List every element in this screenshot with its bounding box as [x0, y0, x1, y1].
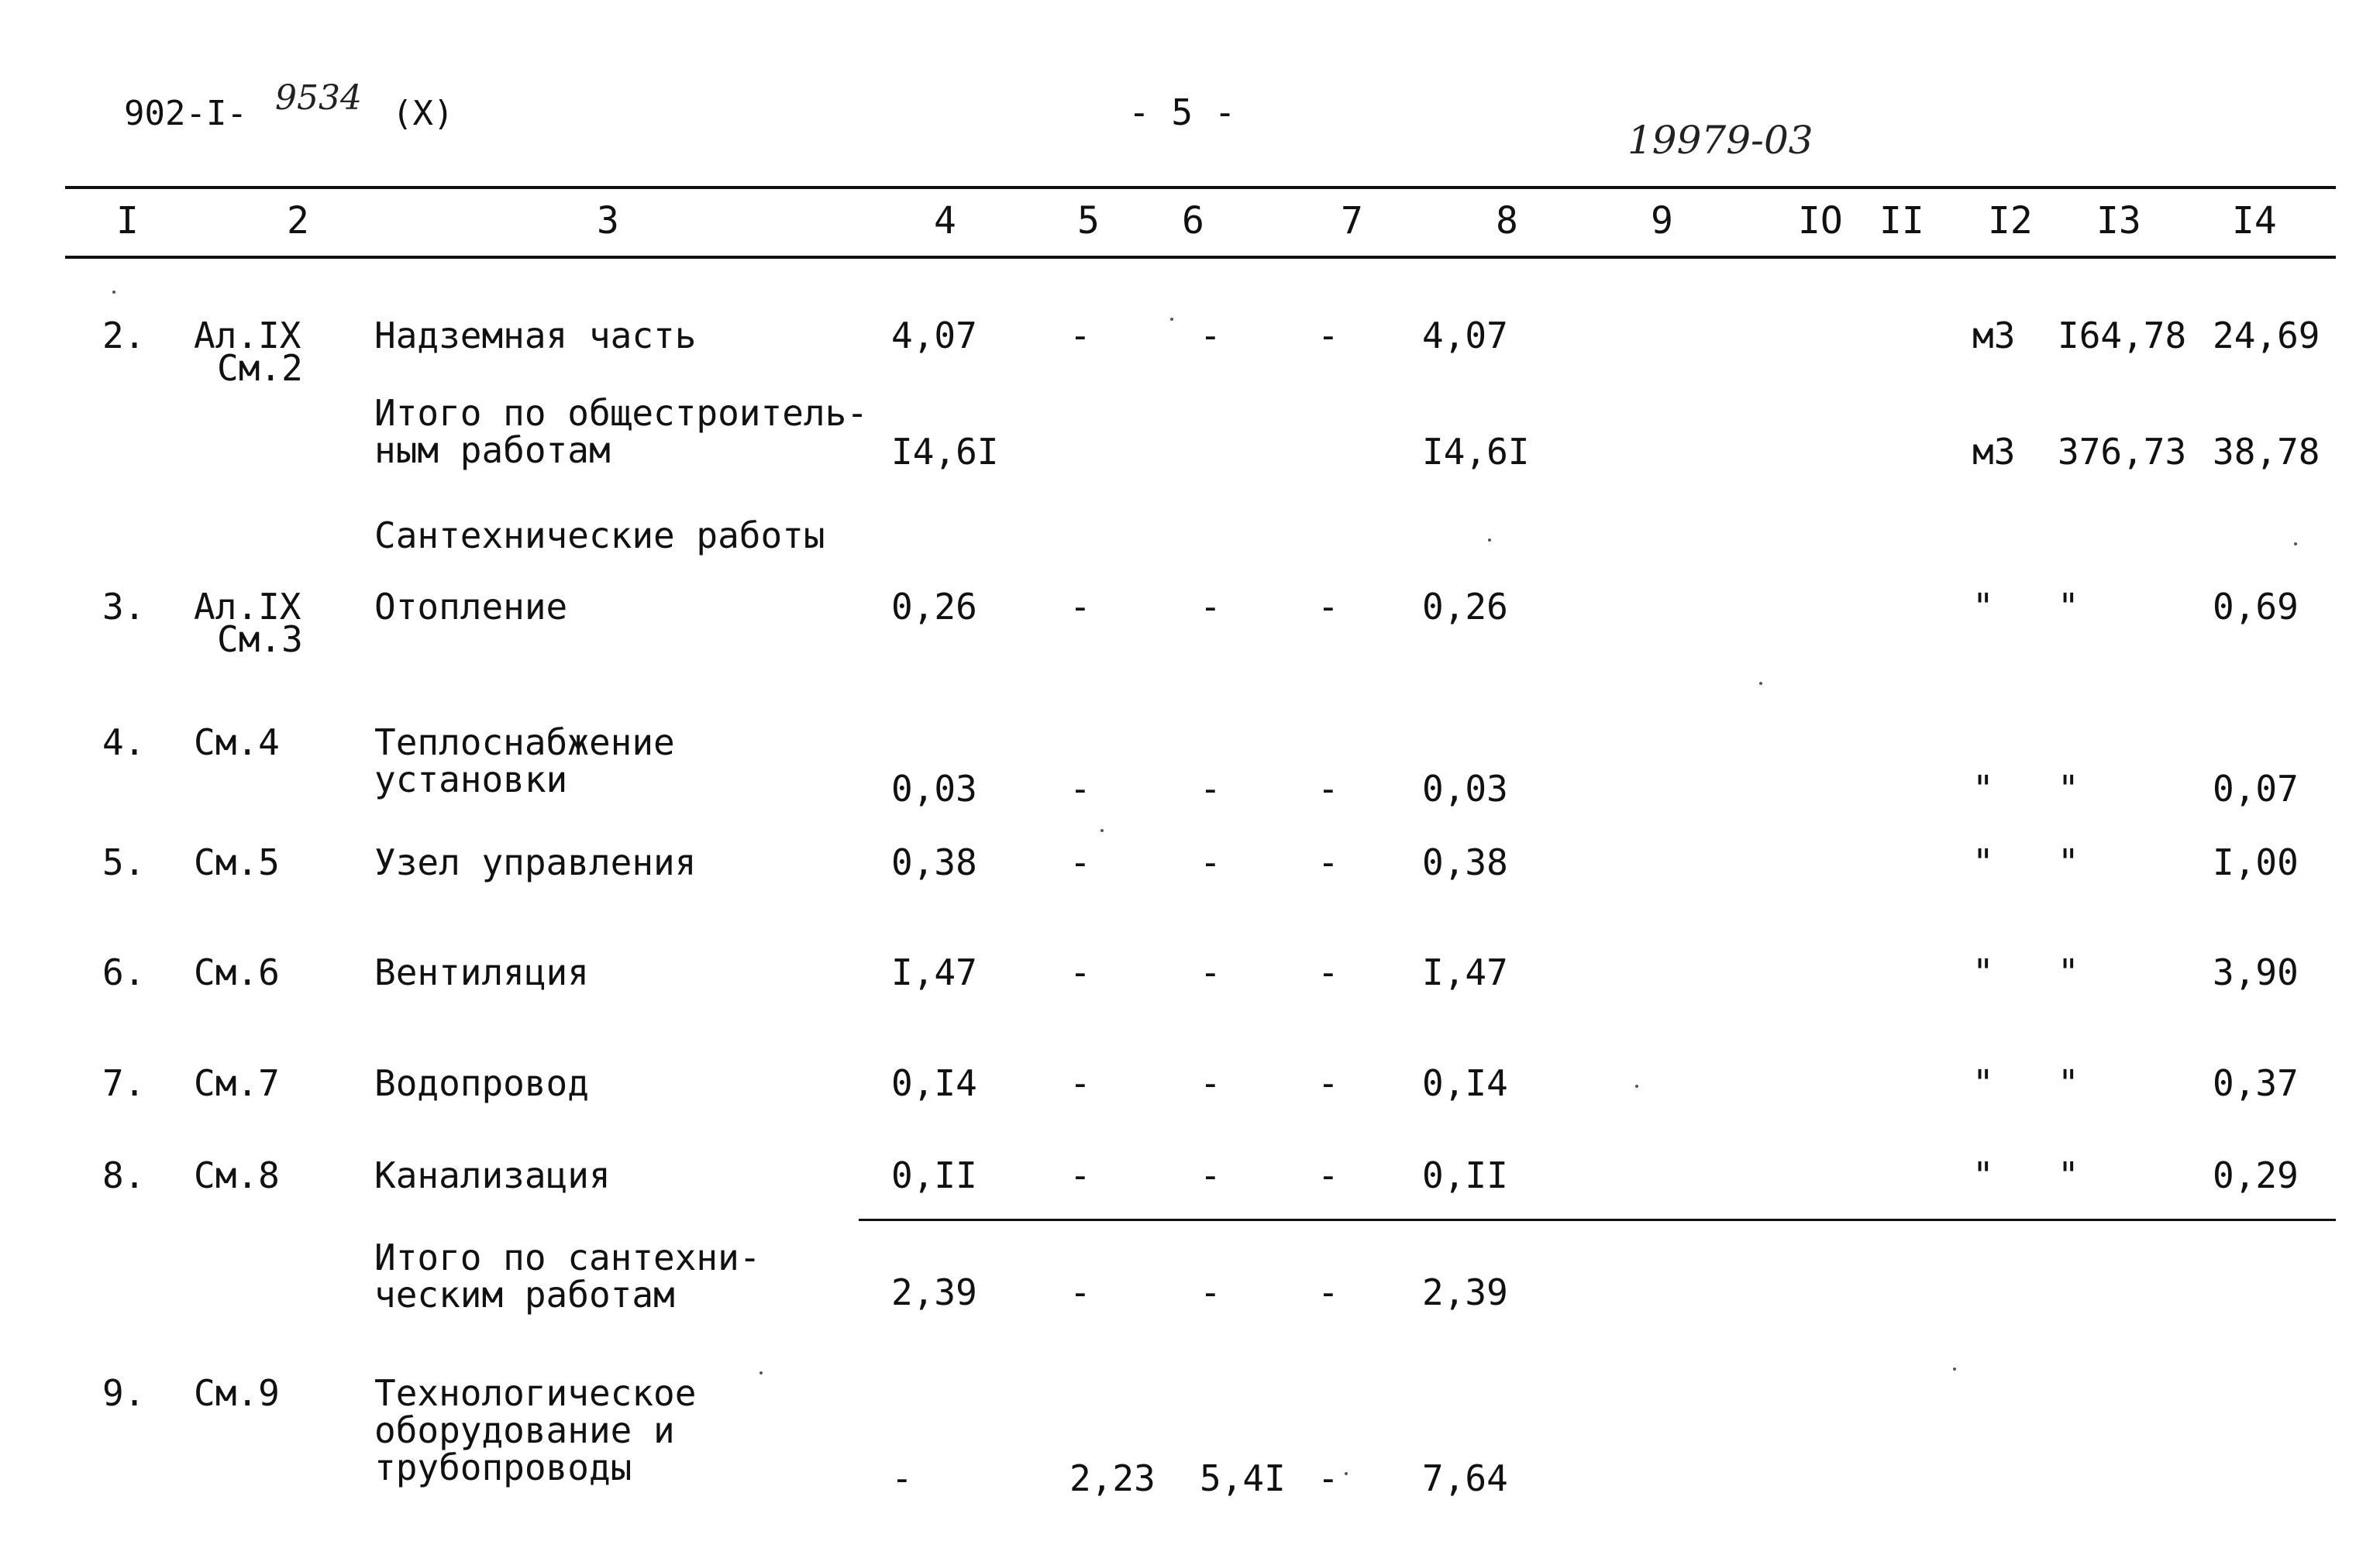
cell-col-14: 0,29: [2213, 1154, 2299, 1196]
row-name-line2: установки: [374, 759, 568, 800]
cell-col-4: I,47: [891, 951, 977, 993]
cell-col-6: -: [1200, 768, 1221, 810]
cell-col-5: -: [1069, 1154, 1091, 1196]
cell-col-4: -: [891, 1457, 913, 1499]
cell-col-13: ": [2058, 768, 2079, 810]
row-name-line2: ным работам: [374, 429, 611, 471]
column-number-1: I: [116, 199, 139, 243]
cell-col-6: -: [1200, 586, 1221, 628]
cell-col-13: I64,78: [2058, 315, 2187, 356]
cell-col-5: -: [1069, 951, 1091, 993]
cell-col-4: 4,07: [891, 315, 977, 356]
row-number: 5.: [102, 841, 146, 883]
cell-col-5: -: [1069, 841, 1091, 883]
row-number: 2.: [102, 315, 146, 356]
column-number-7: 7: [1341, 199, 1363, 243]
scan-speck: [1759, 682, 1762, 685]
row-number: 7.: [102, 1062, 146, 1104]
subtotal-rule: [859, 1219, 2336, 1221]
cell-col-12: ": [1972, 951, 1994, 993]
cell-col-7: -: [1317, 1457, 1339, 1499]
column-number-6: 6: [1182, 199, 1204, 243]
row-reference: См.4: [194, 721, 280, 763]
cell-col-6: -: [1200, 1154, 1221, 1196]
cell-col-7: -: [1317, 841, 1339, 883]
cell-col-4: 0,38: [891, 841, 977, 883]
scan-speck: [1635, 1085, 1638, 1088]
row-name-line2: ческим работам: [374, 1274, 675, 1316]
row-name: Надземная часть: [374, 315, 697, 356]
cell-col-5: -: [1069, 1062, 1091, 1104]
row-reference: См.8: [194, 1154, 280, 1196]
cell-col-6: -: [1200, 951, 1221, 993]
cell-col-5: -: [1069, 1271, 1091, 1313]
cell-col-13: ": [2058, 1154, 2079, 1196]
cell-col-12: м3: [1972, 315, 2016, 356]
page-number: - 5 -: [1128, 91, 1236, 133]
document-number: 19979-03: [1627, 118, 1813, 163]
cell-col-8: 4,07: [1422, 315, 1508, 356]
row-number: 9.: [102, 1372, 146, 1414]
cell-col-7: -: [1317, 768, 1339, 810]
code-suffix: (X): [392, 94, 454, 133]
cell-col-6: -: [1200, 1062, 1221, 1104]
header-top-rule: [65, 186, 2336, 189]
row-reference-line2: См.3: [217, 618, 303, 660]
cell-col-14: 38,78: [2213, 431, 2320, 473]
cell-col-14: 24,69: [2213, 315, 2320, 356]
column-number-4: 4: [934, 199, 956, 243]
code-prefix: 902-I-: [124, 94, 247, 133]
cell-col-5: -: [1069, 315, 1091, 356]
cell-col-4: 2,39: [891, 1271, 977, 1313]
cell-col-5: -: [1069, 768, 1091, 810]
row-name: Водопровод: [374, 1062, 589, 1104]
cell-col-8: 0,I4: [1422, 1062, 1508, 1104]
cell-col-12: ": [1972, 1062, 1994, 1104]
cell-col-5: -: [1069, 586, 1091, 628]
cell-col-13: ": [2058, 586, 2079, 628]
row-number: 4.: [102, 721, 146, 763]
row-reference: См.7: [194, 1062, 280, 1104]
cell-col-7: -: [1317, 315, 1339, 356]
cell-col-12: м3: [1972, 431, 2016, 473]
row-name: Технологическое: [374, 1372, 697, 1414]
cell-col-8: 0,II: [1422, 1154, 1508, 1196]
row-reference-line2: См.2: [217, 347, 303, 389]
cell-col-6: 5,4I: [1200, 1457, 1286, 1499]
row-name: Канализация: [374, 1154, 611, 1196]
cell-col-13: ": [2058, 951, 2079, 993]
cell-col-8: I4,6I: [1422, 431, 1530, 473]
cell-col-14: 3,90: [2213, 951, 2299, 993]
cell-col-13: 376,73: [2058, 431, 2187, 473]
cell-col-14: 0,37: [2213, 1062, 2299, 1104]
cell-col-7: -: [1317, 1062, 1339, 1104]
cell-col-6: -: [1200, 841, 1221, 883]
row-reference: См.6: [194, 951, 280, 993]
cell-col-6: -: [1200, 315, 1221, 356]
row-name: Сантехнические работы: [374, 514, 825, 556]
scan-speck: [759, 1371, 763, 1374]
column-number-3: 3: [597, 199, 619, 243]
column-number-8: 8: [1496, 199, 1518, 243]
row-reference: Ал.IX: [194, 315, 301, 356]
row-name: Отопление: [374, 586, 568, 628]
row-name-line3: трубопроводы: [374, 1447, 632, 1488]
cell-col-6: -: [1200, 1271, 1221, 1313]
row-name-line2: оборудование и: [374, 1409, 675, 1451]
row-name: Вентиляция: [374, 951, 589, 993]
cell-col-8: 7,64: [1422, 1457, 1508, 1499]
cell-col-8: 2,39: [1422, 1271, 1508, 1313]
scan-speck: [2294, 542, 2297, 545]
row-name: Итого по сантехни-: [374, 1237, 761, 1278]
scan-speck: [1488, 538, 1491, 542]
cell-col-8: 0,26: [1422, 586, 1508, 628]
cell-col-4: 0,II: [891, 1154, 977, 1196]
scan-speck: [1170, 318, 1173, 321]
column-number-14: I4: [2232, 199, 2277, 243]
column-number-2: 2: [287, 199, 309, 243]
scan-speck: [1100, 829, 1104, 832]
column-number-11: II: [1879, 199, 1924, 243]
column-number-13: I3: [2096, 199, 2141, 243]
cell-col-13: ": [2058, 841, 2079, 883]
cell-col-7: -: [1317, 951, 1339, 993]
cell-col-12: ": [1972, 841, 1994, 883]
scan-speck: [1953, 1368, 1956, 1371]
row-reference: Ал.IX: [194, 586, 301, 628]
row-reference: См.5: [194, 841, 280, 883]
cell-col-14: I,00: [2213, 841, 2299, 883]
column-number-5: 5: [1077, 199, 1100, 243]
cell-col-14: 0,69: [2213, 586, 2299, 628]
column-number-12: I2: [1988, 199, 2033, 243]
cell-col-7: -: [1317, 1154, 1339, 1196]
cell-col-12: ": [1972, 768, 1994, 810]
code-handwritten: 9534: [275, 78, 362, 118]
scan-speck: [1345, 1472, 1348, 1475]
row-number: 6.: [102, 951, 146, 993]
cell-col-4: 0,03: [891, 768, 977, 810]
cell-col-8: 0,38: [1422, 841, 1508, 883]
cell-col-14: 0,07: [2213, 768, 2299, 810]
cell-col-12: ": [1972, 586, 1994, 628]
header-bottom-rule: [65, 256, 2336, 259]
cell-col-8: 0,03: [1422, 768, 1508, 810]
row-number: 8.: [102, 1154, 146, 1196]
row-number: 3.: [102, 586, 146, 628]
cell-col-4: 0,26: [891, 586, 977, 628]
cell-col-13: ": [2058, 1062, 2079, 1104]
cell-col-5: 2,23: [1069, 1457, 1156, 1499]
cell-col-12: ": [1972, 1154, 1994, 1196]
column-number-10: IO: [1798, 199, 1843, 243]
cell-col-7: -: [1317, 586, 1339, 628]
scan-speck: [112, 291, 115, 294]
row-name: Итого по общестроитель-: [374, 392, 868, 434]
column-number-9: 9: [1651, 199, 1673, 243]
row-name: Теплоснабжение: [374, 721, 675, 763]
cell-col-7: -: [1317, 1271, 1339, 1313]
cell-col-4: I4,6I: [891, 431, 999, 473]
row-reference: См.9: [194, 1372, 280, 1414]
row-name: Узел управления: [374, 841, 697, 883]
cell-col-8: I,47: [1422, 951, 1508, 993]
cell-col-4: 0,I4: [891, 1062, 977, 1104]
